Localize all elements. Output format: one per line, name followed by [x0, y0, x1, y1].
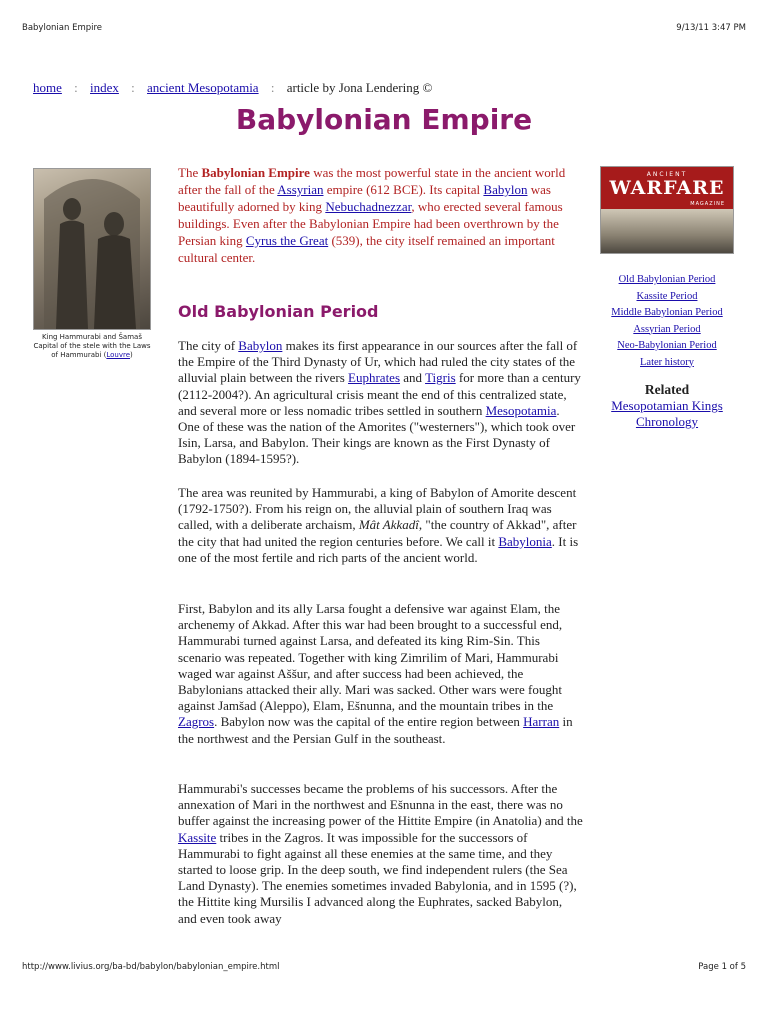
zagros-link[interactable]: Zagros — [178, 714, 215, 730]
nav-home-link[interactable]: home — [33, 80, 62, 95]
sidebar-link-assyrian[interactable]: Assyrian Period — [633, 323, 701, 335]
print-header — [22, 23, 746, 33]
paragraph-4 — [178, 781, 584, 927]
paragraph-text: Hammurabi's successes became the problems of his successors. After the annexation of Mari in the northwest and Ešnunna in the east, there was no buffer against the increasing power of the Hittite Empire (in Anatolia) and the — [178, 781, 583, 829]
related-links — [600, 398, 734, 430]
babylon-link[interactable]: Babylon — [483, 182, 528, 197]
paragraph-text: , "the country of Akkad", after the city that had united the region centuries before. We call it — [178, 517, 577, 549]
related-link-mesopotamian-kings[interactable]: Mesopotamian Kings — [611, 398, 723, 413]
stele-figure — [33, 168, 151, 360]
paragraph-2 — [178, 485, 584, 566]
sidebar-link-middle-babylonian[interactable]: Middle Babylonian Period — [611, 307, 723, 318]
print-header-title: Babylonian Empire — [22, 23, 103, 33]
tigris-link[interactable]: Tigris — [425, 370, 456, 386]
paragraph-text: for more than a century (2112-2004?). An agricultural crisis meant the end of this centralized state, and several more or less nomadic tribes settled in southern — [178, 370, 581, 418]
caption-text-end: ) — [130, 351, 133, 359]
paragraph-text: . Babylon now was the capital of the entire region between — [214, 714, 524, 730]
paragraph-text: and — [400, 370, 426, 386]
paragraph-emphasis: Mât Akkadî — [358, 517, 419, 533]
nav-credit: article by Jona Lendering © — [286, 80, 433, 95]
intro-text: , who erected several famous buildings. Even after the Babylonian Empire had been overthrown by the Persian king — [178, 199, 563, 248]
ancient-warfare-ad[interactable] — [600, 166, 734, 254]
nav-separator: : — [74, 80, 78, 95]
paragraph-text: tribes in the Zagros. It was impossible for the successors of Hammurabi to fight against all these enemies at the same time, and they started to loose grip. In the deep south, we find independent rulers (the Sea Land Dynasty). The enemies sometimes invaded Babylonia, and in 1595 (?), the Hittite king Mursilis I advanced along the Euphrates, sacked Babylon, and even took away — [178, 829, 577, 926]
related-heading: Related — [644, 382, 690, 397]
intro-text: The — [178, 165, 202, 180]
nav-ancient-mesopotamia-link[interactable]: ancient Mesopotamia — [147, 80, 259, 95]
print-footer-page: Page 1 of 5 — [698, 962, 746, 972]
louvre-link[interactable]: Louvre — [106, 351, 131, 359]
print-header-datetime: 9/13/11 3:47 PM — [676, 23, 746, 33]
ad-main-text: WARFARE — [609, 177, 725, 199]
paragraph-text: The area was reunited by Hammurabi, a king of Babylon of Amorite descent (1792-1750?). From his reign on, the alluvial plain of southern Iraq was called, with a deliberate archaism, — [178, 485, 577, 533]
intro-text: empire (612 BCE). Its capital — [323, 182, 484, 197]
sidebar-link-old-babylonian[interactable]: Old Babylonian Period — [618, 274, 716, 285]
paragraph-1 — [178, 338, 584, 468]
paragraph-text: . One of these was the nation of the Amorites ("westerners"), which took over Isin, Larsa, and Babylon. Their kings are known as the First Dynasty of Babylon (1894-1595?). — [178, 402, 576, 467]
harran-link[interactable]: Harran — [523, 714, 560, 730]
section-heading: Old Babylonian Period — [178, 302, 379, 321]
related-link-chronology[interactable]: Chronology — [635, 414, 699, 429]
nav-separator: : — [270, 80, 275, 95]
intro-text: (539), the city itself remained an important cultural center. — [178, 233, 555, 265]
intro-paragraph — [178, 164, 584, 266]
ad-photo — [601, 209, 733, 253]
intro-text: was beautifully adorned by king — [178, 182, 551, 214]
print-footer — [22, 962, 746, 972]
paragraph-text: The city of — [178, 338, 239, 353]
euphrates-link[interactable]: Euphrates — [348, 370, 401, 386]
paragraph-text: in the northwest and the Persian Gulf in the southeast. — [178, 714, 573, 746]
ad-top-text: ANCIENT — [646, 171, 688, 178]
stele-illustration — [34, 169, 150, 329]
intro-text: was the most powerful state in the ancient world after the fall of the — [178, 165, 566, 197]
kassite-link[interactable]: Kassite — [178, 829, 217, 845]
cyrus-link[interactable]: Cyrus the Great — [245, 233, 329, 248]
print-footer-url: http://www.livius.org/ba-bd/babylon/babylonian_empire.html — [22, 962, 280, 972]
sidebar-link-later-history[interactable]: Later history — [640, 356, 694, 368]
paragraph-text: First, Babylon and its ally Larsa fought a defensive war against Elam, the archenemy of Akkad. After this war had been brought to a successful end, Hammurabi turned against Larsa, and defeated its king Rim-Sin. This scenario was repeated. Together with king Zimrilim of Mari, Hammurabi waged war against Aššur, and after success had been achieved, the Babylonians attacked their ally. Mari was sacked. Other wars were fought against Jamšad (Aleppo), Elam, Ešnunna, and the mountain tribes in the — [178, 601, 563, 714]
babylon-link[interactable]: Babylon — [238, 338, 283, 353]
paragraph-3 — [178, 601, 584, 747]
assyrian-link[interactable]: Assyrian — [277, 182, 324, 197]
intro-bold: Babylonian Empire — [201, 165, 310, 180]
nav-separator: : — [131, 80, 135, 95]
ad-sub-text: MAGAZINE — [690, 201, 725, 207]
paragraph-text: makes its first appearance in our sources after the fall of the Empire of the Third Dynasty of Ur, which had ruled the city states of the alluvial plain between the rivers — [178, 338, 578, 386]
figure-caption — [33, 333, 151, 360]
nav-index-link[interactable]: index — [90, 80, 119, 95]
period-links — [600, 272, 734, 371]
caption-text: King Hammurabi and Šamaš Capital of the stele with the Laws of Hammurabi ( — [33, 333, 151, 359]
sidebar-link-kassite[interactable]: Kassite Period — [636, 290, 698, 302]
sidebar-link-neo-babylonian[interactable]: Neo-Babylonian Period — [617, 340, 717, 351]
stele-image — [33, 168, 151, 330]
page-title: Babylonian Empire — [235, 103, 533, 136]
mesopotamia-link[interactable]: Mesopotamia — [485, 402, 557, 418]
paragraph-text: . It is one of the most fertile and rich parts of the ancient world. — [178, 533, 579, 565]
breadcrumb — [33, 80, 432, 96]
nebuchadnezzar-link[interactable]: Nebuchadnezzar — [325, 199, 412, 214]
sidebar — [600, 166, 734, 430]
babylonia-link[interactable]: Babylonia — [498, 533, 552, 549]
